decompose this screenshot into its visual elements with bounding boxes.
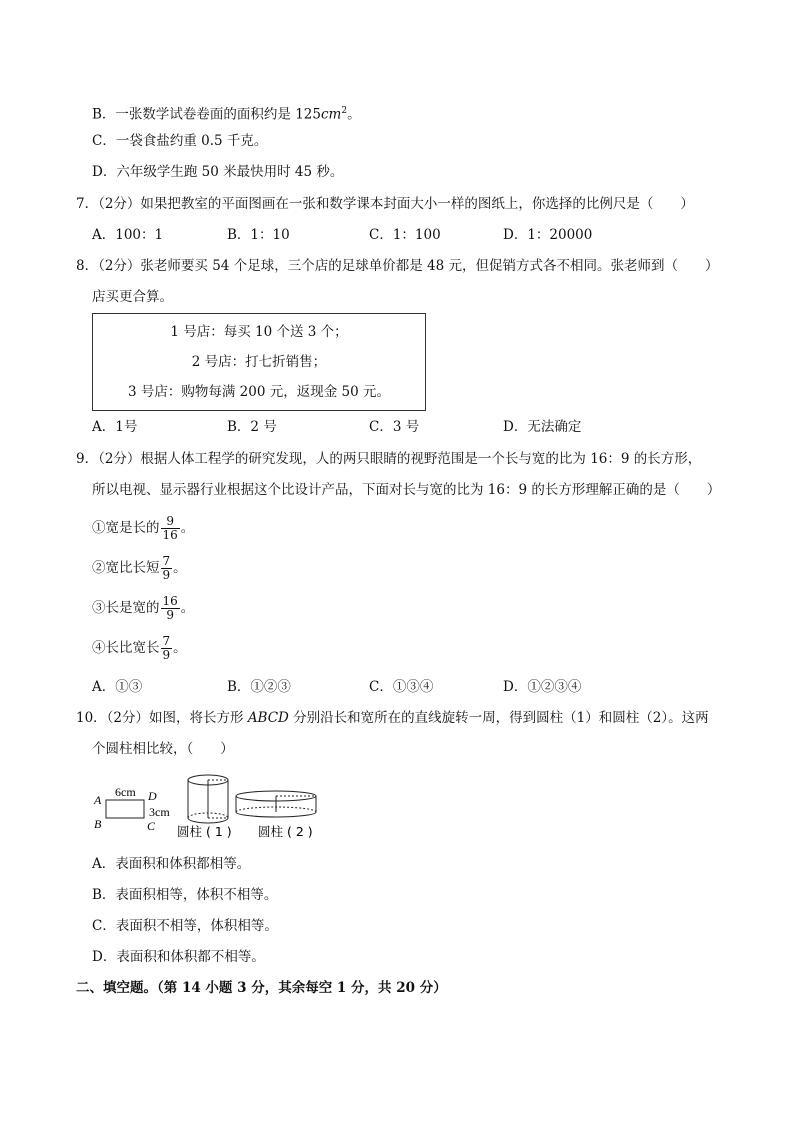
q9-option-a: A．①③	[92, 679, 143, 695]
q8-stem-line1: 8．（2分）张老师要买 54 个足球，三个店的足球单价都是 48 元，但促销方式各不相同。张老师到（ ）	[76, 258, 719, 274]
q7-option-b: B．1：10	[227, 227, 290, 243]
q9-stem-line1: 9．（2分）根据人体工程学的研究发现，人的两只眼睛的视野范围是一个长与宽的比为 16：9 的长方形，	[76, 451, 702, 467]
q9-option-d: D．①②③④	[503, 679, 582, 695]
q8-store-box	[92, 313, 426, 411]
label-length: 6cm	[115, 785, 136, 799]
cylinder-1	[188, 775, 228, 823]
q9-statement-3: ③长是宽的 $\frac{16}{9}$ 。	[92, 594, 195, 622]
q6-option-d: D．六年级学生跑 50 米最快用时 45 秒。	[92, 164, 344, 180]
q9-statement-1: ①宽是长的 $\frac{9}{16}$ 。	[92, 514, 195, 542]
q7-stem: 7．（2分）如果把教室的平面图画在一张和数学课本封面大小一样的图纸上，你选择的比例尺是（ ）	[76, 196, 694, 212]
q8-store-2: 2 号店：打七折销售；	[191, 354, 327, 370]
label-width: 3cm	[149, 805, 170, 819]
q10-option-a: A．表面积和体积都相等。	[92, 856, 251, 872]
q6-option-c: C．一袋食盐约重 0.5 千克。	[92, 133, 268, 149]
q8-stem-line2: 店买更合算。	[92, 289, 173, 305]
cylinder-2	[236, 791, 316, 817]
q10-stem-line2: 个圆柱相比较，（ ）	[92, 741, 234, 757]
cylinder-1-label: 圆柱 ( 1 )	[177, 824, 232, 839]
label-b: B	[94, 817, 102, 831]
q9-stem-line2: 所以电视、显示器行业根据这个比设计产品，下面对长与宽的比为 16：9 的长方形理解正确的是（ ）	[92, 482, 721, 498]
q9-statement-4: ④长比宽长 $\frac{7}{9}$ 。	[92, 634, 187, 662]
section-2-heading: 二、填空题。（第 14 小题 3 分，其余每空 1 分，共 20 分）	[76, 980, 447, 996]
fraction: $\frac{9}{16}$	[162, 514, 178, 542]
q7-option-d: D．1：20000	[503, 227, 593, 243]
q8-option-c: C．3 号	[369, 419, 420, 435]
label-c: C	[147, 819, 156, 833]
q9-option-b: B．①②③	[227, 679, 291, 695]
label-d: D	[148, 789, 157, 803]
q8-option-a: A．1号	[92, 419, 138, 435]
fraction: $\frac{7}{9}$	[162, 634, 171, 662]
fraction: $\frac{16}{9}$	[162, 594, 178, 622]
q10-figure	[88, 770, 328, 846]
label-a: A	[94, 793, 102, 807]
fraction: $\frac{7}{9}$	[162, 554, 171, 582]
q8-store-1: 1 号店：每买 10 个送 3 个；	[170, 324, 348, 340]
q10-option-d: D．表面积和体积都不相等。	[92, 949, 265, 965]
q6-option-b: B．一张数学试卷卷面的面积约是 $125cm^2$。	[92, 106, 361, 123]
q10-option-b: B．表面积相等，体积不相等。	[92, 887, 278, 903]
q9-option-c: C．①③④	[369, 679, 434, 695]
q8-option-d: D．无法确定	[503, 419, 582, 435]
q10-option-c: C．表面积不相等，体积相等。	[92, 918, 278, 934]
q7-option-c: C．1：100	[369, 227, 441, 243]
q10-stem-line1: 10．（2分）如图，将长方形 ABCD 分别沿长和宽所在的直线旋转一周，得到圆柱（1）和圆柱（2）。这两	[76, 710, 709, 726]
cylinder-2-label: 圆柱 ( 2 )	[258, 824, 313, 839]
q8-store-3: 3 号店：购物每满 200 元，返现金 50 元。	[128, 384, 390, 400]
rectangle-abcd	[106, 800, 144, 818]
q9-statement-2: ②宽比长短 $\frac{7}{9}$ 。	[92, 554, 187, 582]
q8-option-b: B．2 号	[227, 419, 277, 435]
q7-option-a: A．100：1	[92, 227, 164, 243]
